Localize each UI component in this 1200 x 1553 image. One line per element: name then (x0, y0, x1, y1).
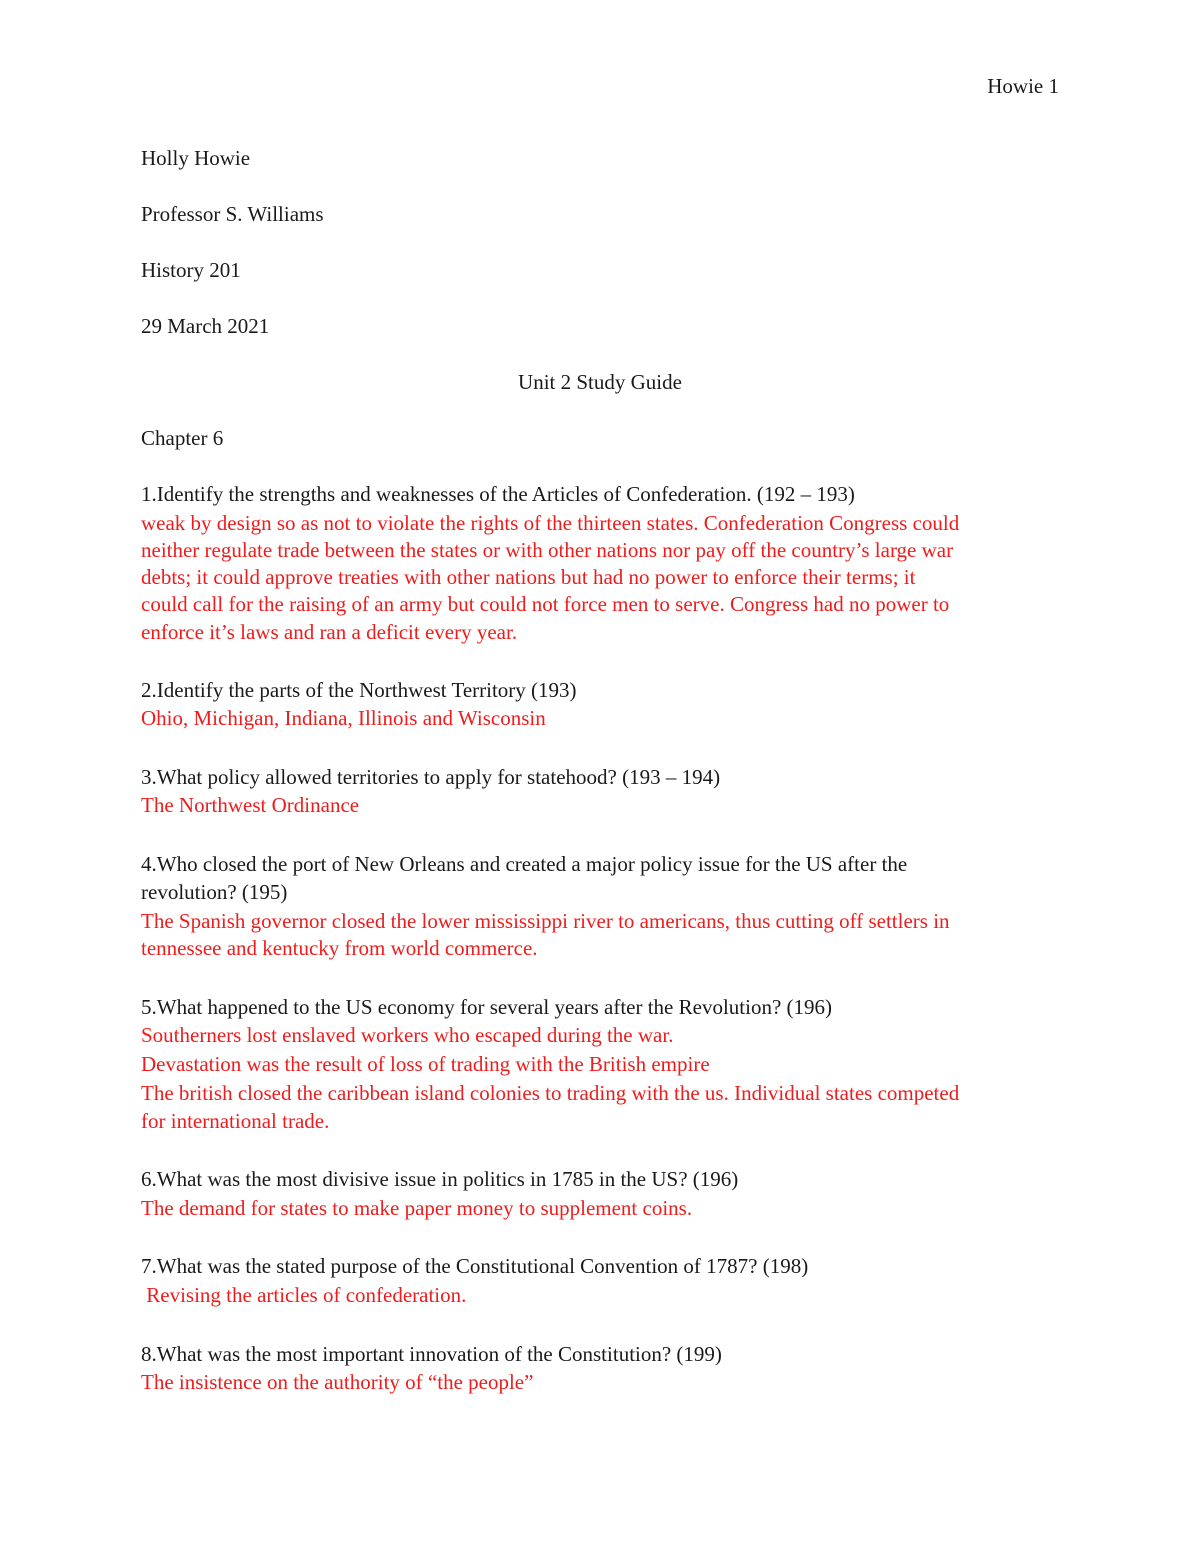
question-text: What was the most important innovation of the Constitution? (199) (156, 1342, 722, 1366)
question-5 (141, 993, 832, 1021)
question-number: 5. (141, 995, 157, 1019)
question-text: Identify the parts of the Northwest Territory (193) (156, 678, 577, 702)
answer-5-line: Southerners lost enslaved workers who escaped during the war. (141, 1023, 674, 1047)
question-number: 7. (141, 1254, 157, 1278)
answer-1-line: neither regulate trade between the states or with other nations nor pay off the country’s large war (141, 538, 954, 562)
question-6 (141, 1165, 738, 1193)
answer-5-line: for international trade. (141, 1109, 330, 1133)
answer-7-line: Revising the articles of confederation. (141, 1283, 467, 1307)
answer-4-line: The Spanish governor closed the lower mississippi river to americans, thus cutting off settlers in (141, 909, 950, 933)
question-7 (141, 1252, 808, 1280)
answer-1-line: enforce it’s laws and ran a deficit every year. (141, 620, 518, 644)
question-text: What policy allowed territories to apply for statehood? (193 – 194) (156, 765, 721, 789)
question-number: 8. (141, 1342, 157, 1366)
answer-1-line: debts; it could approve treaties with other nations but had no power to enforce their terms; it (141, 565, 916, 589)
running-head: Howie 1 (987, 74, 1059, 98)
answer-2-line: Ohio, Michigan, Indiana, Illinois and Wisconsin (141, 706, 546, 730)
question-number: 2. (141, 678, 157, 702)
student-name: Holly Howie (141, 146, 251, 170)
question-number: 4. (141, 852, 157, 876)
question-2 (141, 676, 577, 704)
question-text: Who closed the port of New Orleans and created a major policy issue for the US after the (156, 852, 908, 876)
question-text: What was the stated purpose of the Constitutional Convention of 1787? (198) (156, 1254, 809, 1278)
question-number: 1. (141, 482, 157, 506)
question-8 (141, 1340, 722, 1368)
question-1 (141, 480, 855, 508)
document-date: 29 March 2021 (141, 314, 270, 338)
answer-4-line: tennessee and kentucky from world commerce. (141, 936, 538, 960)
question-4-continued: revolution? (195) (141, 880, 288, 904)
answer-1-line: could call for the raising of an army but could not force men to serve. Congress had no power to (141, 592, 950, 616)
question-number: 6. (141, 1167, 157, 1191)
answer-6-line: The demand for states to make paper money to supplement coins. (141, 1196, 693, 1220)
answer-1-line: weak by design so as not to violate the rights of the thirteen states. Confederation Congress could (141, 511, 960, 535)
answer-3-line: The Northwest Ordinance (141, 793, 360, 817)
question-text: Identify the strengths and weaknesses of the Articles of Confederation. (192 – 193) (156, 482, 855, 506)
question-3 (141, 763, 720, 791)
course-name: History 201 (141, 258, 241, 282)
answer-5-line: Devastation was the result of loss of trading with the British empire (141, 1052, 710, 1076)
question-number: 3. (141, 765, 157, 789)
professor-name: Professor S. Williams (141, 202, 324, 226)
question-4 (141, 850, 907, 878)
question-text: What was the most divisive issue in politics in 1785 in the US? (196) (156, 1167, 739, 1191)
chapter-heading: Chapter 6 (141, 426, 224, 450)
question-text: What happened to the US economy for several years after the Revolution? (196) (156, 995, 833, 1019)
answer-8-line: The insistence on the authority of “the people” (141, 1370, 534, 1394)
page-title: Unit 2 Study Guide (518, 370, 682, 394)
answer-5-line: The british closed the caribbean island colonies to trading with the us. Individual states competed (141, 1081, 960, 1105)
